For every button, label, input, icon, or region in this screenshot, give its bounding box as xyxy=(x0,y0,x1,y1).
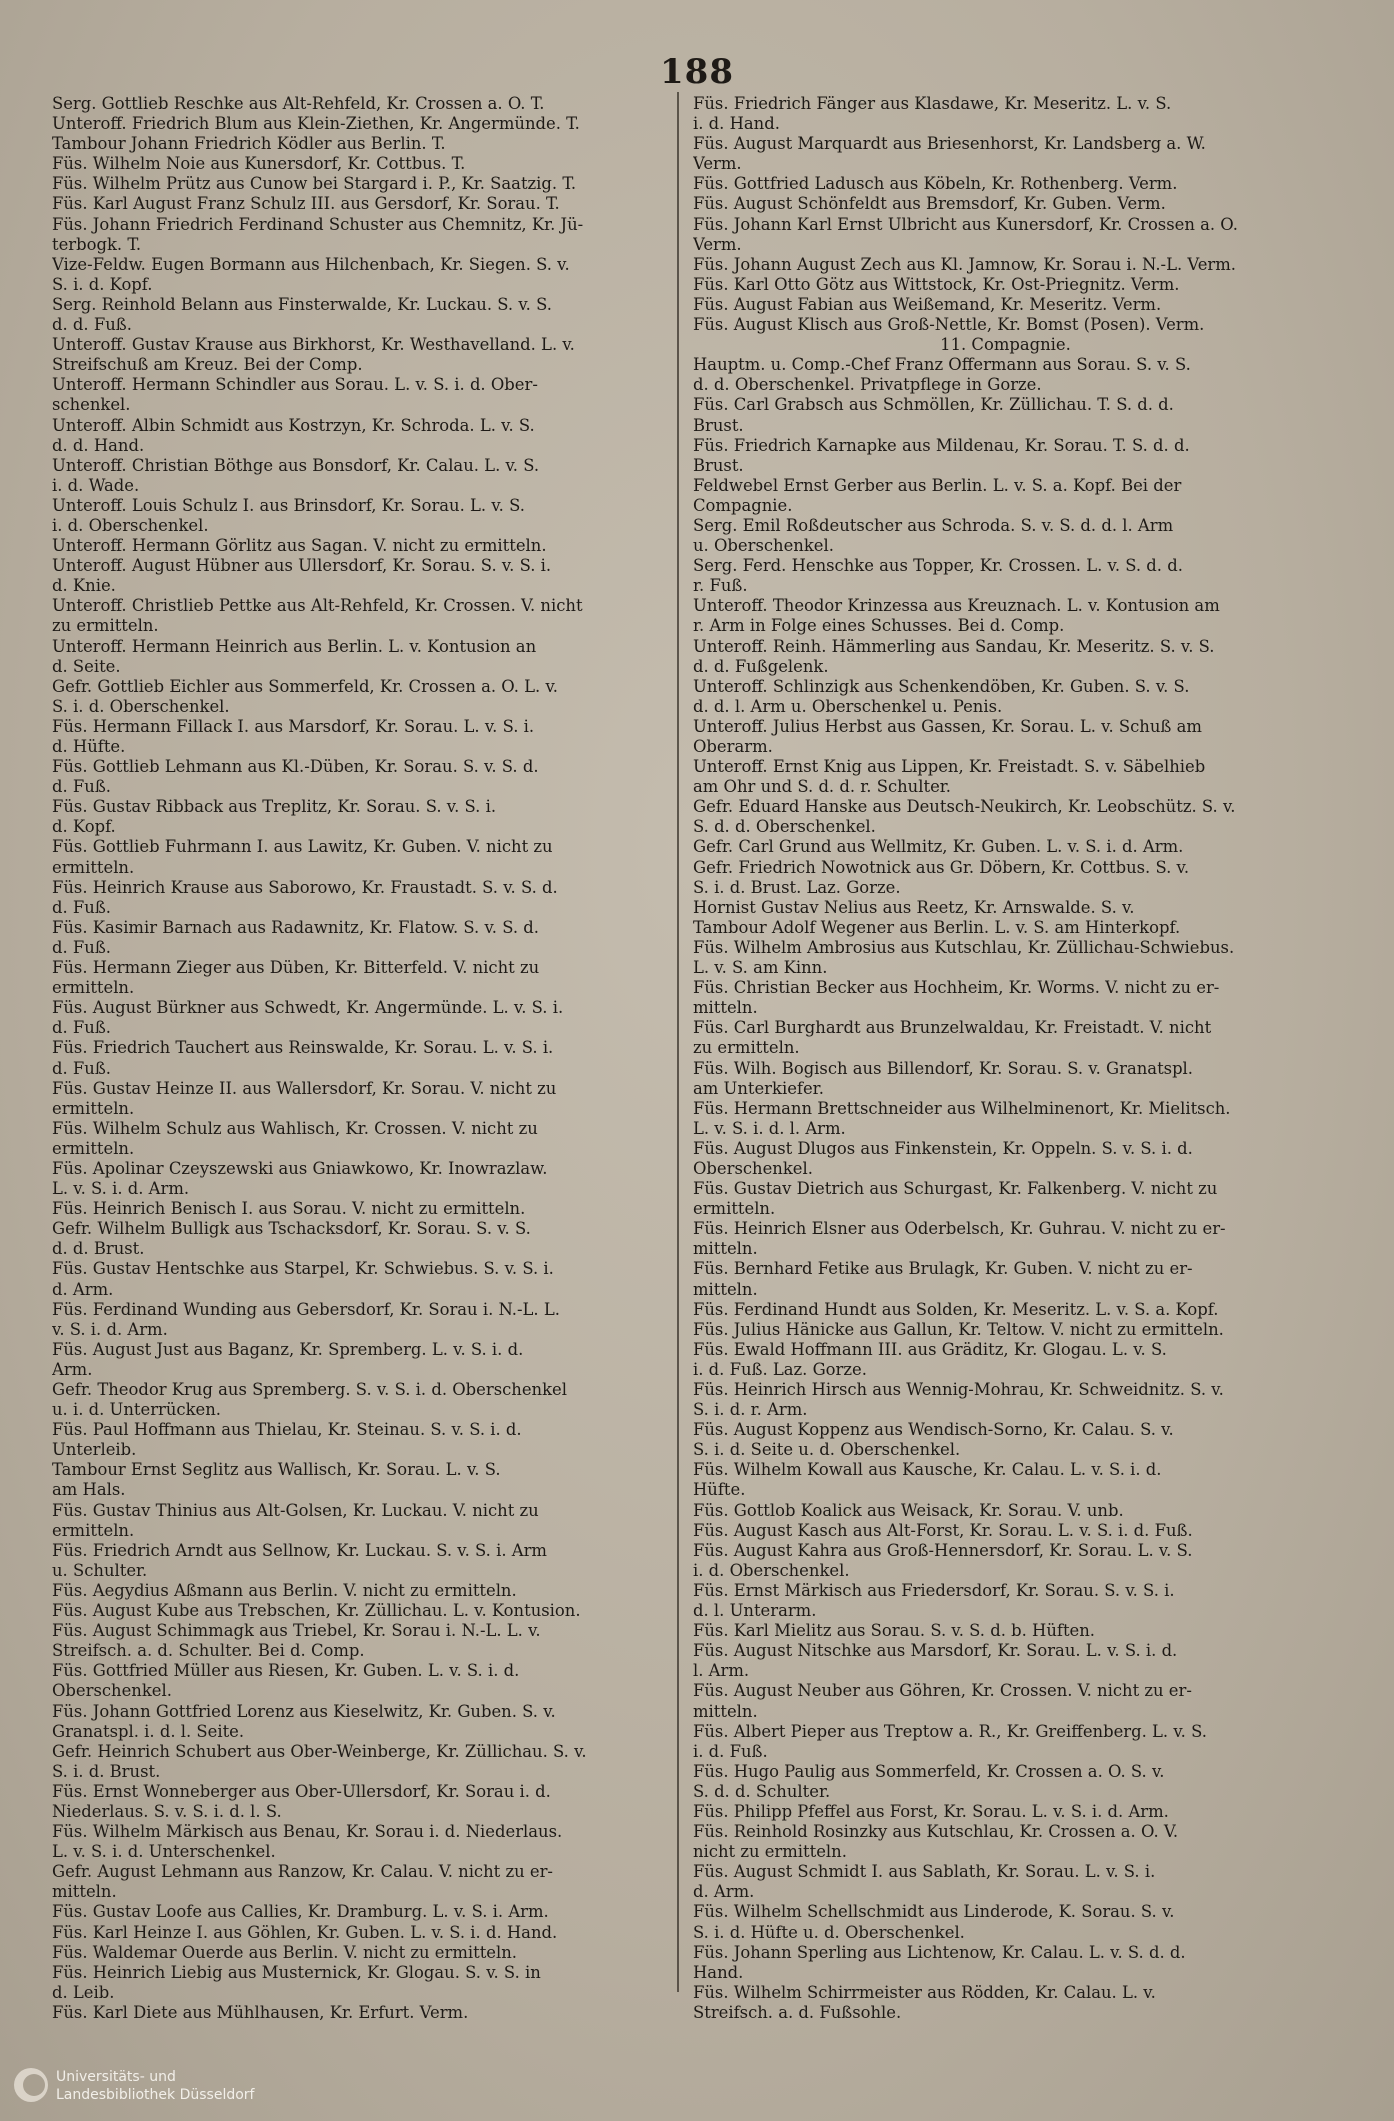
entry-line: Verm. xyxy=(693,154,742,174)
entry-line: i. d. Wade. xyxy=(52,475,140,495)
entry-line: Füs. Gottfried Müller aus Riesen, Kr. Guben. L. v. S. i. d. xyxy=(52,1661,520,1681)
entry-line: Vize-Feldw. Eugen Bormann aus Hilchenbach, Kr. Siegen. S. v. xyxy=(52,254,570,274)
entry-line: Füs. Gustav Ribback aus Treplitz, Kr. Sorau. S. v. S. i. xyxy=(52,797,497,817)
entry-line: Füs. Wilhelm Noie aus Kunersdorf, Kr. Cottbus. T. xyxy=(52,154,466,174)
left-column xyxy=(52,94,677,2023)
entry-line: am Hals. xyxy=(52,1480,126,1500)
entry-line: Füs. Philipp Pfeffel aus Forst, Kr. Sorau. L. v. S. i. d. Arm. xyxy=(693,1801,1169,1821)
entry-line: d. d. Oberschenkel. Privatpflege in Gorze. xyxy=(693,375,1042,395)
entry-line: Gefr. Gottlieb Eichler aus Sommerfeld, Kr. Crossen a. O. L. v. xyxy=(52,676,559,696)
entry-line: Füs. Gottfried Ladusch aus Köbeln, Kr. Rothenberg. Verm. xyxy=(693,174,1178,194)
entry-line: Füs. Wilhelm Schellschmidt aus Linderode, K. Sorau. S. v. xyxy=(693,1902,1175,1922)
entry-line: Unteroff. Theodor Krinzessa aus Kreuznach. L. v. Kontusion am xyxy=(693,596,1220,616)
entry-line: Füs. Hermann Brettschneider aus Wilhelminenort, Kr. Mielitsch. xyxy=(693,1098,1231,1118)
entry-line: S. i. d. Brust. Laz. Gorze. xyxy=(693,877,901,897)
entry-line: Füs. Wilhelm Kowall aus Kausche, Kr. Calau. L. v. S. i. d. xyxy=(693,1460,1162,1480)
entry-line: Füs. Heinrich Elsner aus Oderbelsch, Kr. Guhrau. V. nicht zu er- xyxy=(693,1219,1226,1239)
entry-line: Hüfte. xyxy=(693,1480,746,1500)
entry-line: Füs. Heinrich Hirsch aus Wennig-Mohrau, Kr. Schweidnitz. S. v. xyxy=(693,1380,1224,1399)
entry-line: Füs. August Klisch aus Groß-Nettle, Kr. Bomst (Posen). Verm. xyxy=(693,315,1205,335)
entry-line: schenkel. xyxy=(52,395,131,415)
entry-line: Füs. Ernst Märkisch aus Friedersdorf, Kr. Sorau. S. v. S. i. xyxy=(693,1580,1175,1600)
entry-line: Füs. August Schmidt I. aus Sablath, Kr. Sorau. L. v. S. i. xyxy=(693,1862,1156,1882)
entry-line: Oberschenkel. xyxy=(693,1158,813,1178)
entry-line: Unteroff. Christian Böthge aus Bonsdorf, Kr. Calau. L. v. S. xyxy=(52,455,540,475)
entry-line: Füs. August Kahra aus Groß-Hennersdorf, Kr. Sorau. L. v. S. xyxy=(693,1540,1193,1560)
entry-line: L. v. S. am Kinn. xyxy=(693,958,828,978)
entry-line: d. Seite. xyxy=(52,656,121,676)
entry-line: Füs. Karl Diete aus Mühlhausen, Kr. Erfurt. Verm. xyxy=(52,2002,469,2022)
entry-line: Füs. Wilhelm Prütz aus Cunow bei Stargard i. P., Kr. Saatzig. T. xyxy=(52,174,577,194)
entry-line: Füs. Gustav Heinze II. aus Wallersdorf, Kr. Sorau. V. nicht zu xyxy=(52,1078,557,1098)
entry-line: i. d. Fuß. xyxy=(693,1741,768,1761)
entry-line: Füs. Friedrich Tauchert aus Reinswalde, Kr. Sorau. L. v. S. i. xyxy=(52,1038,554,1058)
entry-line: Füs. Hermann Fillack I. aus Marsdorf, Kr. Sorau. L. v. S. i. xyxy=(52,716,535,736)
entry-line: Füs. Heinrich Liebig aus Musternick, Kr. Glogau. S. v. S. in xyxy=(52,1962,541,1982)
entry-line: Füs. Aegydius Aßmann aus Berlin. V. nicht zu ermitteln. xyxy=(52,1580,517,1600)
entry-line: Füs. Johann Karl Ernst Ulbricht aus Kunersdorf, Kr. Crossen a. O. xyxy=(693,214,1238,234)
entry-line: Füs. Ferdinand Hundt aus Solden, Kr. Meseritz. L. v. S. a. Kopf. xyxy=(693,1299,1219,1319)
entry-line: Füs. Friedrich Fänger aus Klasdawe, Kr. Meseritz. L. v. S. xyxy=(693,94,1172,113)
entry-line: i. d. Oberschenkel. xyxy=(52,515,209,535)
entry-line: d. Fuß. xyxy=(52,777,111,797)
entry-line: Unterleib. xyxy=(52,1440,137,1460)
entry-line: i. d. Hand. xyxy=(693,114,780,134)
entry-line: ermitteln. xyxy=(52,1520,135,1540)
entry-line: d. Fuß. xyxy=(52,897,111,917)
entry-line: r. Arm in Folge eines Schusses. Bei d. Comp. xyxy=(693,616,1065,636)
entry-line: Füs. August Kasch aus Alt-Forst, Kr. Sorau. L. v. S. i. d. Fuß. xyxy=(693,1520,1193,1540)
entry-line: Serg. Ferd. Henschke aus Topper, Kr. Crossen. L. v. S. d. d. xyxy=(693,556,1183,576)
library-credit-line-1: Universitäts- und xyxy=(56,2069,176,2085)
entry-line: Füs. Gustav Loofe aus Callies, Kr. Dramburg. L. v. S. i. Arm. xyxy=(52,1902,549,1922)
entry-line: u. i. d. Unterrücken. xyxy=(52,1400,222,1420)
entry-line: am Unterkiefer. xyxy=(693,1078,824,1098)
entry-line: Niederlaus. S. v. S. i. d. l. S. xyxy=(52,1801,282,1821)
entry-line: d. d. l. Arm u. Oberschenkel u. Penis. xyxy=(693,696,1003,716)
entry-line: d. Arm. xyxy=(693,1882,755,1902)
entry-line: d. Fuß. xyxy=(52,1058,111,1078)
entry-line: Füs. Reinhold Rosinzky aus Kutschlau, Kr. Crossen a. O. V. xyxy=(693,1822,1179,1842)
entry-line: S. i. d. Kopf. xyxy=(52,274,153,294)
entry-line: S. i. d. Seite u. d. Oberschenkel. xyxy=(693,1440,961,1460)
entry-line: d. l. Unterarm. xyxy=(693,1601,817,1621)
library-credit xyxy=(56,2068,254,2104)
entry-line: S. i. d. r. Arm. xyxy=(693,1400,808,1420)
entry-line: Füs. Wilhelm Schulz aus Wahlisch, Kr. Crossen. V. nicht zu xyxy=(52,1118,538,1138)
entry-line: d. Leib. xyxy=(52,1982,115,2002)
entry-line: Füs. Paul Hoffmann aus Thielau, Kr. Steinau. S. v. S. i. d. xyxy=(52,1420,522,1440)
entry-line: Compagnie. xyxy=(693,495,793,515)
entry-line: mitteln. xyxy=(693,998,758,1018)
entry-line: S. d. d. Schulter. xyxy=(693,1781,831,1801)
entry-line: Füs. Gustav Dietrich aus Schurgast, Kr. Falkenberg. V. nicht zu xyxy=(693,1179,1218,1199)
entry-line: Füs. Waldemar Ouerde aus Berlin. V. nicht zu ermitteln. xyxy=(52,1942,517,1962)
entry-line: d. d. Fuß. xyxy=(52,315,132,335)
entry-line: Füs. Friedrich Arndt aus Sellnow, Kr. Luckau. S. v. S. i. Arm xyxy=(52,1540,547,1560)
entry-line: Füs. Bernhard Fetike aus Brulagk, Kr. Guben. V. nicht zu er- xyxy=(693,1259,1193,1279)
entry-line: Füs. Johann Sperling aus Lichtenow, Kr. Calau. L. v. S. d. d. xyxy=(693,1942,1186,1962)
entry-line: Füs. Karl August Franz Schulz III. aus Gersdorf, Kr. Sorau. T. xyxy=(52,194,560,214)
entry-line: Füs. Christian Becker aus Hochheim, Kr. Worms. V. nicht zu er- xyxy=(693,978,1220,998)
entry-line: Füs. Heinrich Krause aus Saborowo, Kr. Fraustadt. S. v. S. d. xyxy=(52,877,558,897)
entry-line: Füs. Hermann Zieger aus Düben, Kr. Bitterfeld. V. nicht zu xyxy=(52,958,540,978)
entry-line: L. v. S. i. d. Arm. xyxy=(52,1179,190,1199)
entry-line: zu ermitteln. xyxy=(693,1038,800,1058)
entry-line: Verm. xyxy=(693,234,742,254)
entry-line: mitteln. xyxy=(693,1279,758,1299)
entry-line: Unteroff. Christlieb Pettke aus Alt-Rehfeld, Kr. Crossen. V. nicht xyxy=(52,596,583,616)
entry-line: Füs. Gottlieb Fuhrmann I. aus Lawitz, Kr. Guben. V. nicht zu xyxy=(52,837,553,857)
entry-line: Füs. August Koppenz aus Wendisch-Sorno, Kr. Calau. S. v. xyxy=(693,1420,1174,1440)
entry-line: d. d. Hand. xyxy=(52,435,145,455)
entry-line: Füs. Johann Gottfried Lorenz aus Kieselwitz, Kr. Guben. S. v. xyxy=(52,1701,556,1721)
entry-line: Gefr. Carl Grund aus Wellmitz, Kr. Guben. L. v. S. i. d. Arm. xyxy=(693,837,1184,857)
entry-line: ermitteln. xyxy=(52,1098,135,1118)
entry-line: Füs. Wilhelm Märkisch aus Benau, Kr. Sorau i. d. Niederlaus. xyxy=(52,1822,563,1842)
library-footer xyxy=(8,2060,308,2112)
entry-line: Oberarm. xyxy=(693,737,773,756)
entry-line: i. d. Oberschenkel. xyxy=(693,1560,850,1580)
entry-line: Tambour Johann Friedrich Ködler aus Berlin. T. xyxy=(52,134,446,154)
entry-line: Hauptm. u. Comp.-Chef Franz Offermann aus Sorau. S. v. S. xyxy=(693,355,1191,375)
entry-line: Streifschuß am Kreuz. Bei der Comp. xyxy=(52,355,363,375)
entry-line: Füs. Carl Burghardt aus Brunzelwaldau, Kr. Freistadt. V. nicht xyxy=(693,1018,1212,1038)
entry-line: zu ermitteln. xyxy=(52,616,159,636)
entry-line: Füs. Apolinar Czeyszewski aus Gniawkowo, Kr. Inowrazlaw. xyxy=(52,1158,548,1178)
entry-line: Brust. xyxy=(693,455,744,475)
entry-line: Füs. August Schönfeldt aus Bremsdorf, Kr. Guben. Verm. xyxy=(693,194,1166,214)
entry-line: Streifsch. a. d. Schulter. Bei d. Comp. xyxy=(52,1641,365,1661)
column-divider xyxy=(677,92,679,1992)
entry-line: Unteroff. Louis Schulz I. aus Brinsdorf, Kr. Sorau. L. v. S. xyxy=(52,495,525,515)
entry-line: Gefr. Theodor Krug aus Spremberg. S. v. S. i. d. Oberschenkel xyxy=(52,1380,567,1399)
entry-line: Füs. Ernst Wonneberger aus Ober-Ullersdorf, Kr. Sorau i. d. xyxy=(52,1781,551,1801)
entry-line: Unteroff. Ernst Knig aus Lippen, Kr. Freistadt. S. v. Säbelhieb xyxy=(693,757,1206,777)
entry-line: Gefr. Eduard Hanske aus Deutsch-Neukirch, Kr. Leobschütz. S. v. xyxy=(693,797,1236,817)
entry-line: Füs. August Neuber aus Göhren, Kr. Crossen. V. nicht zu er- xyxy=(693,1681,1192,1701)
entry-line: Füs. Kasimir Barnach aus Radawnitz, Kr. Flatow. S. v. S. d. xyxy=(52,917,539,937)
entry-line: d. Kopf. xyxy=(52,817,116,837)
entry-line: Füs. Karl Heinze I. aus Göhlen, Kr. Guben. L. v. S. i. d. Hand. xyxy=(52,1922,558,1942)
page-number: 188 xyxy=(660,52,734,92)
entry-line: terbogk. T. xyxy=(52,234,142,254)
entry-line: Füs. Ferdinand Wunding aus Gebersdorf, Kr. Sorau i. N.-L. L. xyxy=(52,1299,560,1319)
entry-line: Unteroff. Hermann Görlitz aus Sagan. V. nicht zu ermitteln. xyxy=(52,536,547,556)
entry-line: d. Hüfte. xyxy=(52,737,126,756)
entry-line: Füs. Gottlob Koalick aus Weisack, Kr. Sorau. V. unb. xyxy=(693,1500,1124,1520)
entry-line: Füs. Karl Otto Götz aus Wittstock, Kr. Ost-Priegnitz. Verm. xyxy=(693,274,1180,294)
entry-line: Unteroff. Gustav Krause aus Birkhorst, Kr. Westhavelland. L. v. xyxy=(52,335,575,355)
entry-line: Hornist Gustav Nelius aus Reetz, Kr. Arnswalde. S. v. xyxy=(693,897,1135,917)
entry-line: ermitteln. xyxy=(693,1199,776,1219)
entry-line: d. Knie. xyxy=(52,576,116,596)
entry-line: Füs. Heinrich Benisch I. aus Sorau. V. nicht zu ermitteln. xyxy=(52,1199,526,1219)
entry-line: Streifsch. a. d. Fußsohle. xyxy=(693,2002,902,2022)
entry-line: Serg. Emil Roßdeutscher aus Schroda. S. v. S. d. d. l. Arm xyxy=(693,515,1174,535)
entry-line: Füs. Julius Hänicke aus Gallun, Kr. Teltow. V. nicht zu ermitteln. xyxy=(693,1319,1224,1339)
entry-line: Füs. August Dlugos aus Finkenstein, Kr. Oppeln. S. v. S. i. d. xyxy=(693,1138,1193,1158)
entry-line: Füs. Karl Mielitz aus Sorau. S. v. S. d. b. Hüften. xyxy=(693,1621,1095,1641)
entry-line: Unteroff. Reinh. Hämmerling aus Sandau, Kr. Meseritz. S. v. S. xyxy=(693,636,1215,656)
entry-line: am Ohr und S. d. d. r. Schulter. xyxy=(693,777,952,797)
entry-line: Füs. Gustav Hentschke aus Starpel, Kr. Schwiebus. S. v. S. i. xyxy=(52,1259,554,1279)
entry-line: d. Arm. xyxy=(52,1279,114,1299)
entry-line: Füs. Wilhelm Ambrosius aus Kutschlau, Kr. Züllichau-Schwiebus. xyxy=(693,937,1235,957)
entry-line: Füs. Gustav Thinius aus Alt-Golsen, Kr. Luckau. V. nicht zu xyxy=(52,1500,539,1520)
entry-line: nicht zu ermitteln. xyxy=(693,1842,847,1862)
entry-line: Hand. xyxy=(693,1962,744,1982)
entry-line: S. i. d. Hüfte u. d. Oberschenkel. xyxy=(693,1922,965,1942)
entry-line: mitteln. xyxy=(693,1239,758,1259)
entry-line: Gefr. Friedrich Nowotnick aus Gr. Döbern, Kr. Cottbus. S. v. xyxy=(693,857,1190,877)
entry-line: d. Fuß. xyxy=(52,1018,111,1038)
entry-line: Füs. Wilh. Bogisch aus Billendorf, Kr. Sorau. S. v. Granatspl. xyxy=(693,1058,1194,1078)
entry-line: u. Oberschenkel. xyxy=(693,536,834,556)
entry-line: Unteroff. Hermann Heinrich aus Berlin. L. v. Kontusion an xyxy=(52,636,537,656)
entry-line: Füs. Ewald Hoffmann III. aus Gräditz, Kr. Glogau. L. v. S. xyxy=(693,1339,1167,1359)
entry-line: Unteroff. Hermann Schindler aus Sorau. L. v. S. i. d. Ober- xyxy=(52,375,538,395)
entry-line: S. i. d. Brust. xyxy=(52,1761,161,1781)
library-seal-inner-icon xyxy=(23,2074,45,2096)
entry-line: Füs. Friedrich Karnapke aus Mildenau, Kr. Sorau. T. S. d. d. xyxy=(693,435,1190,455)
entry-line: r. Fuß. xyxy=(693,576,748,596)
entry-line: d. d. Fußgelenk. xyxy=(693,656,829,676)
entry-line: Unteroff. Julius Herbst aus Gassen, Kr. Sorau. L. v. Schuß am xyxy=(693,716,1202,736)
entry-line: Unteroff. Schlinzigk aus Schenkendöben, Kr. Guben. S. v. S. xyxy=(693,676,1190,696)
entry-line: ermitteln. xyxy=(52,857,135,877)
entry-line: Arm. xyxy=(52,1359,93,1379)
right-column xyxy=(693,94,1318,2023)
entry-line: Tambour Adolf Wegener aus Berlin. L. v. S. am Hinterkopf. xyxy=(693,917,1181,937)
entry-line: Füs. August Marquardt aus Briesenhorst, Kr. Landsberg a. W. xyxy=(693,134,1206,154)
entry-line: S. i. d. Oberschenkel. xyxy=(52,696,230,716)
entry-line: Gefr. August Lehmann aus Ranzow, Kr. Calau. V. nicht zu er- xyxy=(52,1862,553,1882)
section-heading: 11. Compagnie. xyxy=(940,335,1071,355)
entry-line: Gefr. Wilhelm Bulligk aus Tschacksdorf, Kr. Sorau. S. v. S. xyxy=(52,1219,531,1239)
entry-line: Füs. Hugo Paulig aus Sommerfeld, Kr. Crossen a. O. S. v. xyxy=(693,1761,1165,1781)
entry-line: Füs. Albert Pieper aus Treptow a. R., Kr. Greiffenberg. L. v. S. xyxy=(693,1721,1207,1741)
entry-line: ermitteln. xyxy=(52,978,135,998)
entry-line: v. S. i. d. Arm. xyxy=(52,1319,168,1339)
entry-line: Brust. xyxy=(693,415,744,435)
entry-line: l. Arm. xyxy=(693,1661,750,1681)
entry-line: Serg. Reinhold Belann aus Finsterwalde, Kr. Luckau. S. v. S. xyxy=(52,294,552,314)
entry-line: d. d. Brust. xyxy=(52,1239,145,1259)
entry-line: Serg. Gottlieb Reschke aus Alt-Rehfeld, Kr. Crossen a. O. T. xyxy=(52,94,545,113)
entry-line: Feldwebel Ernst Gerber aus Berlin. L. v. S. a. Kopf. Bei der xyxy=(693,475,1182,495)
entry-line: d. Fuß. xyxy=(52,937,111,957)
entry-line: Füs. Carl Grabsch aus Schmöllen, Kr. Züllichau. T. S. d. d. xyxy=(693,395,1174,415)
entry-line: mitteln. xyxy=(52,1882,117,1902)
entry-line: Unteroff. August Hübner aus Ullersdorf, Kr. Sorau. S. v. S. i. xyxy=(52,556,552,576)
entry-line: Füs. August Nitschke aus Marsdorf, Kr. Sorau. L. v. S. i. d. xyxy=(693,1641,1178,1661)
entry-line: Tambour Ernst Seglitz aus Wallisch, Kr. Sorau. L. v. S. xyxy=(52,1460,501,1480)
entry-line: Füs. August Bürkner aus Schwedt, Kr. Angermünde. L. v. S. i. xyxy=(52,998,564,1018)
entry-line: Gefr. Heinrich Schubert aus Ober-Weinberge, Kr. Züllichau. S. v. xyxy=(52,1741,587,1761)
entry-line: Füs. Gottlieb Lehmann aus Kl.-Düben, Kr. Sorau. S. v. S. d. xyxy=(52,757,539,777)
entry-line: Füs. Wilhelm Schirrmeister aus Rödden, Kr. Calau. L. v. xyxy=(693,1982,1156,2002)
entry-line: i. d. Fuß. Laz. Gorze. xyxy=(693,1359,867,1379)
entry-line: Unteroff. Friedrich Blum aus Klein-Ziethen, Kr. Angermünde. T. xyxy=(52,114,580,134)
entry-line: Oberschenkel. xyxy=(52,1681,172,1701)
entry-line: ermitteln. xyxy=(52,1138,135,1158)
entry-line: Füs. Johann Friedrich Ferdinand Schuster aus Chemnitz, Kr. Jü- xyxy=(52,214,584,234)
entry-line: Füs. August Fabian aus Weißemand, Kr. Meseritz. Verm. xyxy=(693,294,1162,314)
entry-line: Granatspl. i. d. l. Seite. xyxy=(52,1721,245,1741)
entry-line: S. d. d. Oberschenkel. xyxy=(693,817,876,837)
library-credit-line-2: Landesbibliothek Düsseldorf xyxy=(56,2087,255,2103)
entry-line: Füs. Johann August Zech aus Kl. Jamnow, Kr. Sorau i. N.-L. Verm. xyxy=(693,254,1237,274)
entry-line: L. v. S. i. d. Unterschenkel. xyxy=(52,1842,276,1862)
entry-line: mitteln. xyxy=(693,1701,758,1721)
entry-line: Füs. August Kube aus Trebschen, Kr. Züllichau. L. v. Kontusion. xyxy=(52,1601,581,1621)
entry-line: Füs. August Schimmagk aus Triebel, Kr. Sorau i. N.-L. L. v. xyxy=(52,1621,541,1641)
entry-line: L. v. S. i. d. l. Arm. xyxy=(693,1118,846,1138)
entry-line: Füs. August Just aus Baganz, Kr. Spremberg. L. v. S. i. d. xyxy=(52,1339,524,1359)
entry-line: Unteroff. Albin Schmidt aus Kostrzyn, Kr. Schroda. L. v. S. xyxy=(52,415,535,435)
entry-line: u. Schulter. xyxy=(52,1560,148,1580)
